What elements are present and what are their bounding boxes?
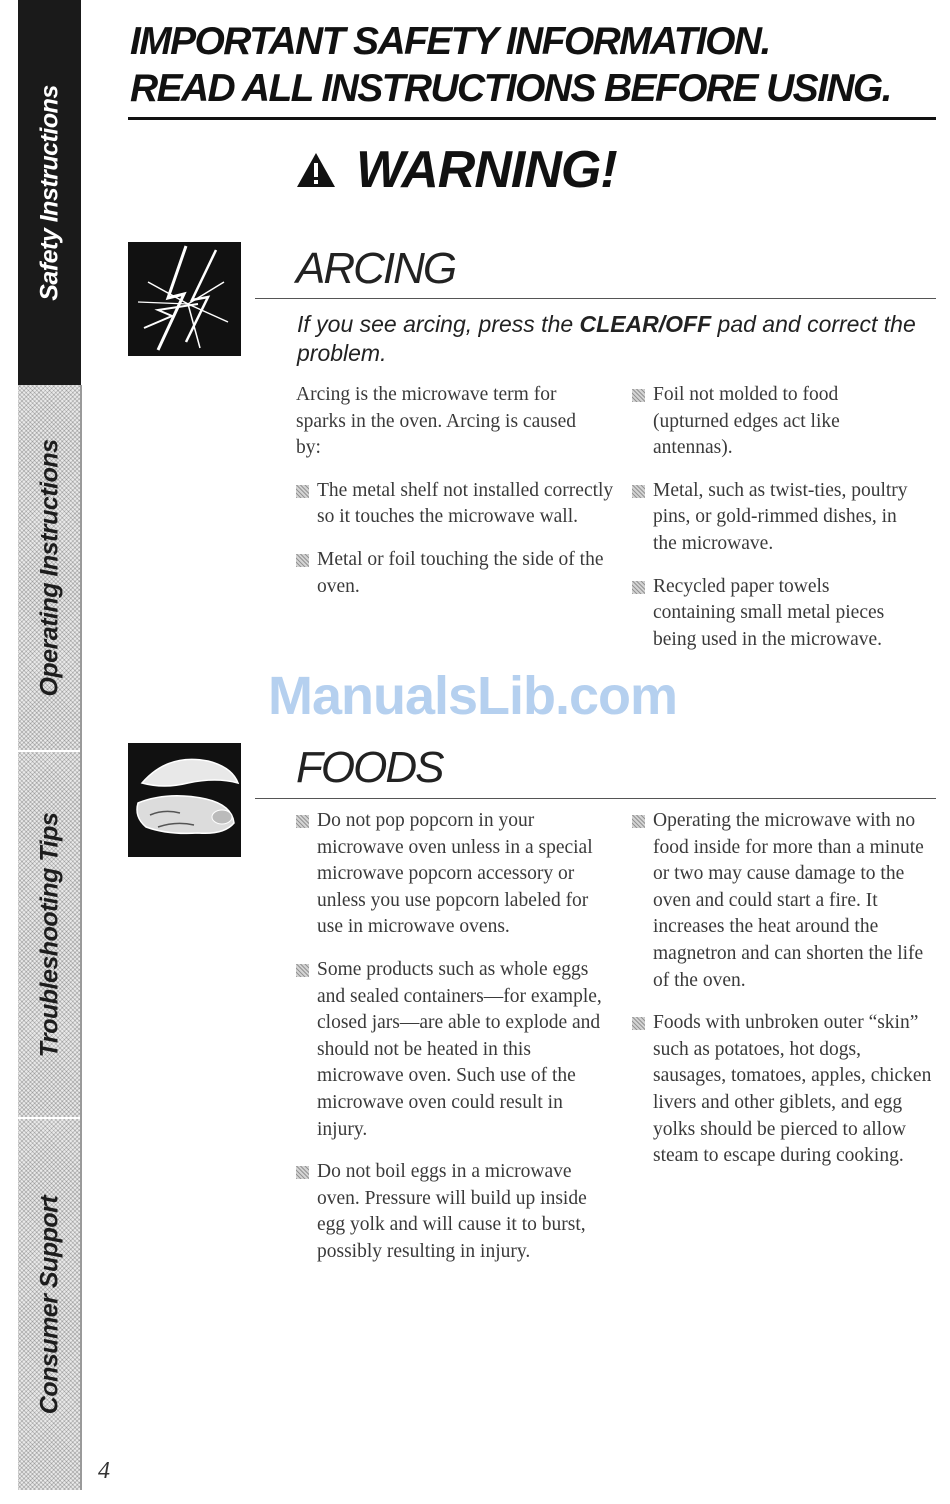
arcing-rule — [255, 298, 936, 299]
tab-consumer-support[interactable] — [18, 1119, 81, 1490]
lead-text: pad and correct the problem. — [297, 311, 916, 366]
bullet-text: Some products such as whole eggs and sealed containers—for example, closed jars—are able to explode and should not be heated in this microwave oven. Such use of the microwave oven could result in injury. — [317, 958, 602, 1140]
list-item — [632, 1010, 932, 1170]
arcing-right-column — [632, 382, 912, 653]
bullet-icon — [296, 815, 309, 828]
arcing-title: ARCING — [296, 244, 456, 293]
bullet-icon — [296, 964, 309, 977]
foods-right-column — [632, 808, 932, 1170]
bullet-text: Recycled paper towels containing small metal pieces being used in the microwave. — [653, 575, 885, 650]
warning-heading — [296, 140, 617, 200]
bullet-icon — [296, 554, 309, 567]
tab-troubleshooting-tips[interactable] — [18, 752, 81, 1117]
bullet-icon — [296, 1166, 309, 1179]
bullet-text: Foil not molded to food (upturned edges act like antennas). — [653, 384, 840, 459]
bullet-text: The metal shelf not installed correctly so it touches the microwave wall. — [317, 479, 614, 528]
warning-label: WARNING! — [356, 141, 617, 199]
list-item — [296, 1159, 616, 1265]
arcing-lead — [297, 310, 937, 368]
tab-operating-instructions[interactable] — [18, 385, 81, 750]
tab-divider — [18, 750, 81, 752]
foods-title: FOODS — [296, 743, 443, 792]
tab-label: Consumer Support — [35, 1195, 63, 1414]
header-line-2: READ ALL INSTRUCTIONS BEFORE USING. — [130, 67, 891, 110]
bullet-icon — [296, 485, 309, 498]
clear-off-key: CLEAR/OFF — [579, 311, 712, 337]
lightning-arc-icon — [128, 242, 241, 356]
warning-triangle-icon — [296, 152, 336, 188]
lead-text: If you see arcing, press the — [297, 311, 580, 337]
bullet-icon — [632, 815, 645, 828]
tab-label: Safety Instructions — [35, 84, 63, 301]
bullet-text: Metal, such as twist-ties, poultry pins, or gold-rimmed dishes, in the microwave. — [653, 479, 908, 554]
list-item — [296, 957, 616, 1143]
tab-label: Operating Instructions — [35, 438, 63, 697]
bullet-text: Metal or foil touching the side of the oven. — [317, 548, 604, 597]
tab-safety-instructions[interactable] — [18, 0, 81, 385]
list-item — [296, 478, 616, 531]
bullet-text: Do not boil eggs in a microwave oven. Pressure will build up inside egg yolk and will cause it to burst, possibly resulting in injury. — [317, 1161, 587, 1262]
bullet-text: Do not pop popcorn in your microwave oven unless in a special microwave popcorn accessory or unless you use popcorn labeled for use in microwave ovens. — [317, 810, 593, 938]
header-line-1: IMPORTANT SAFETY INFORMATION. — [130, 20, 770, 63]
food-hand-icon — [128, 743, 241, 857]
sidebar-edge — [80, 385, 82, 1490]
list-item — [296, 808, 616, 941]
list-item — [632, 574, 912, 654]
arcing-intro: Arcing is the microwave term for sparks in the oven. Arcing is caused by: — [296, 384, 576, 459]
bullet-text: Operating the microwave with no food inside for more than a minute or two may cause damage to the oven and could start a fire. It increases the heat around the magnetron and can shorten the life of the oven. — [653, 810, 924, 991]
foods-left-column — [296, 808, 616, 1266]
tab-divider — [18, 1117, 81, 1119]
list-item — [296, 547, 616, 600]
list-item — [632, 478, 912, 558]
arcing-left-column — [296, 382, 616, 600]
page-number: 4 — [98, 1458, 110, 1484]
bullet-text: Foods with unbroken outer “skin” such as potatoes, hot dogs, sausages, tomatoes, apples, chicken livers and other giblets, and egg yolks should be pierced to allow steam to escape during cooking. — [653, 1012, 932, 1167]
bullet-icon — [632, 1017, 645, 1030]
list-item — [632, 382, 912, 462]
page-header — [130, 18, 891, 112]
bullet-icon — [632, 389, 645, 402]
bullet-icon — [632, 581, 645, 594]
bullet-icon — [632, 485, 645, 498]
header-rule — [128, 117, 936, 120]
foods-rule — [255, 798, 936, 799]
tab-label: Troubleshooting Tips — [35, 812, 63, 1057]
list-item — [632, 808, 932, 994]
watermark: ManualsLib.com — [268, 666, 678, 726]
